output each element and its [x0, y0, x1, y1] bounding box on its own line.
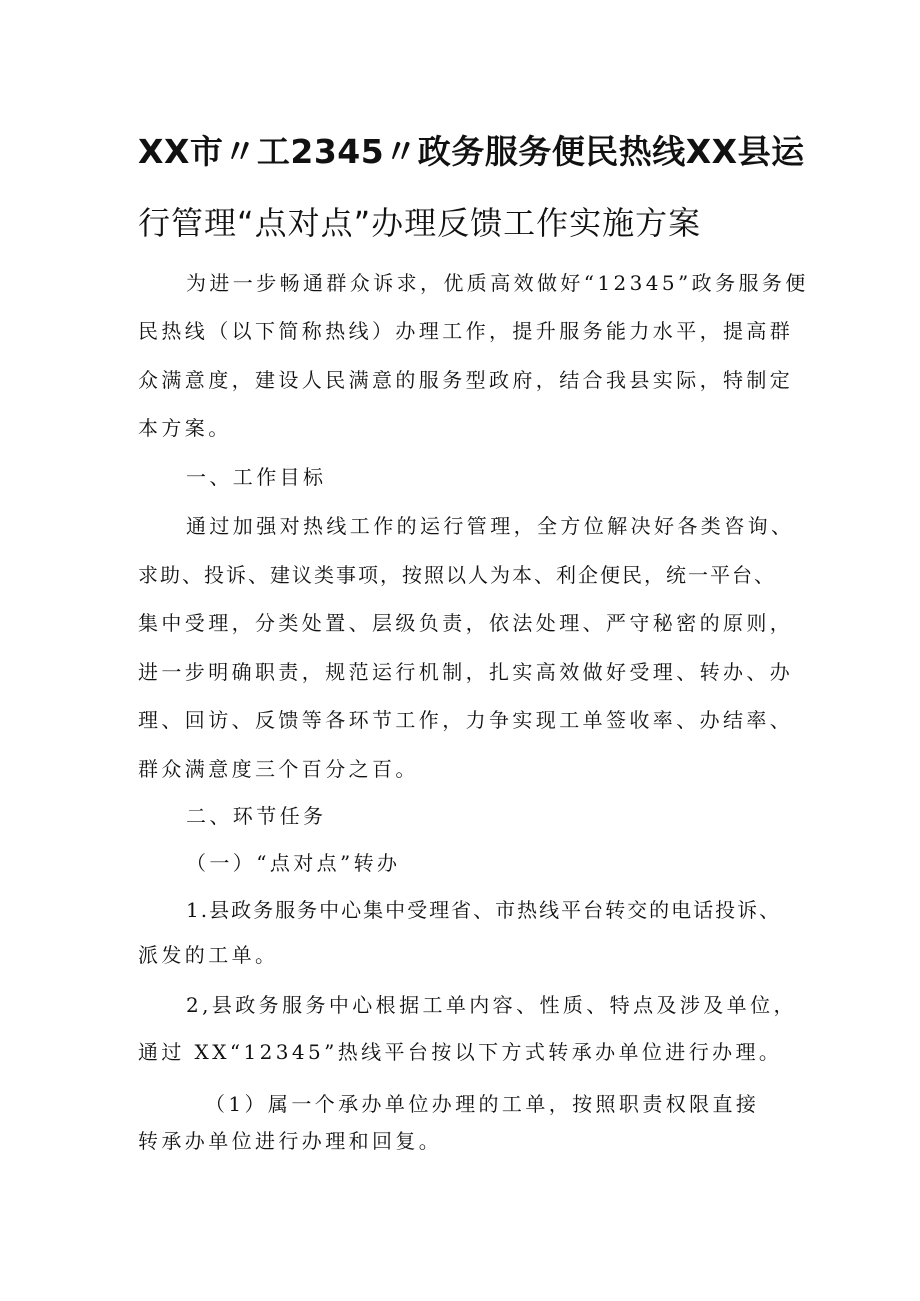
document-title-line-2: 行管理“点对点”办理反馈工作实施方案: [138, 204, 702, 242]
section-1-line-4: 进一步明确职责，规范运行机制，扎实高效做好受理、转办、办: [138, 660, 794, 684]
item-2-line-1: 2,县政务服务中心根据工单内容、性质、特点及涉及单位，: [186, 993, 797, 1017]
section-2-heading: 二、环节任务: [186, 804, 327, 828]
item-2-sub-1-line-1: （1）属一个承办单位办理的工单，按照职责权限直接: [205, 1092, 760, 1116]
section-1-line-6: 群众满意度三个百分之百。: [138, 757, 419, 781]
section-1-line-2: 求助、投诉、建议类事项，按照以人为本、利企便民，统一平台、: [138, 563, 776, 587]
subsection-1-heading: （一）“点对点”转办: [186, 851, 401, 875]
intro-paragraph-line-2: 民热线（以下简称热线）办理工作，提升服务能力水平，提高群: [138, 319, 794, 343]
document-title-line-1: XX市〃工2345〃政务服务便民热线XX县运: [138, 132, 805, 171]
section-1-line-3: 集中受理，分类处置、层级负责，依法处理、严守秘密的原则，: [138, 611, 794, 635]
section-1-heading: 一、工作目标: [186, 465, 327, 489]
item-1-line-2: 派发的工单。: [138, 943, 279, 967]
item-2-sub-1-line-2: 转承办单位进行办理和回复。: [138, 1129, 443, 1153]
intro-paragraph-line-4: 本方案。: [138, 416, 232, 440]
item-2-line-2: 通过 XX“12345”热线平台按以下方式转承办单位进行办理。: [138, 1040, 783, 1064]
intro-paragraph-line-3: 众满意度，建设人民满意的服务型政府，结合我县实际，特制定: [138, 368, 794, 392]
section-1-line-5: 理、回访、反馈等各环节工作，力争实现工单签收率、办结率、: [138, 708, 794, 732]
intro-paragraph-line-1: 为进一步畅通群众诉求，优质高效做好“12345”政务服务便: [186, 271, 809, 295]
item-1-line-1: 1.县政务服务中心集中受理省、市热线平台转交的电话投诉、: [186, 898, 782, 922]
section-1-line-1: 通过加强对热线工作的运行管理，全方位解决好各类咨询、: [186, 514, 795, 538]
